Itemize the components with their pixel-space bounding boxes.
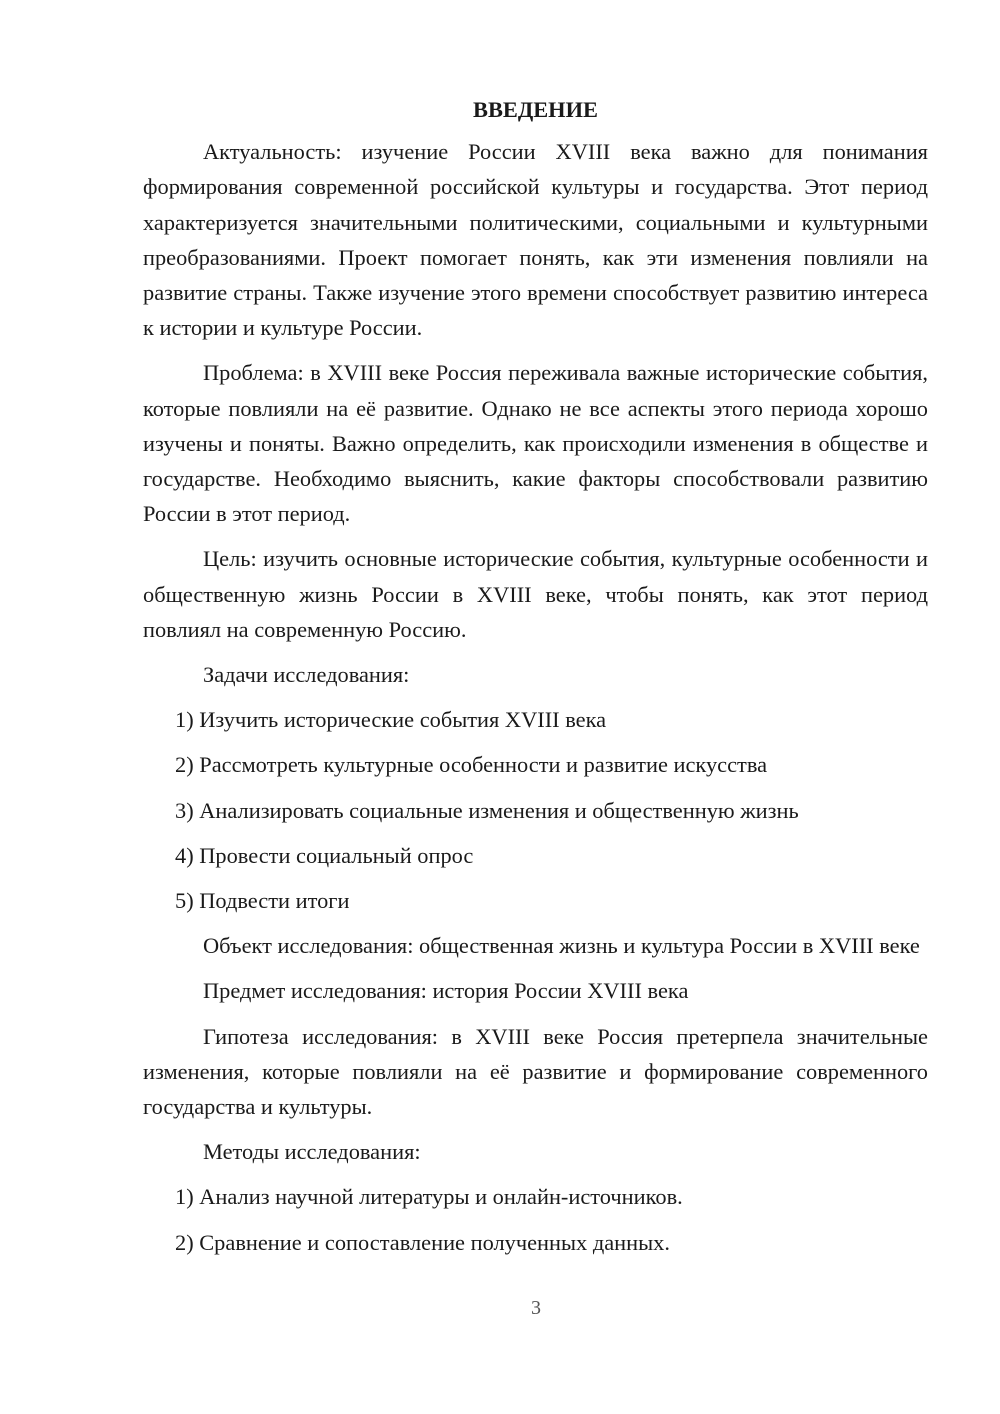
problem-paragraph: Проблема: в XVIII веке Россия переживала важные исторические события, которые повлияли на её развитие. Однако не все аспекты этого периода хорошо изучены и поняты. Важно определить, как происходили изменения в обществе и государстве. Необходимо выяснить, какие факторы способствовали развитию России в этот период. (143, 360, 928, 527)
object-paragraph: Объект исследования: общественная жизнь и культура России в XVIII веке (203, 933, 920, 959)
page-number: 3 (531, 1297, 541, 1319)
goal-paragraph: Цель: изучить основные исторические события, культурные особенности и общественную жизнь России в XVIII веке, чтобы понять, как этот период повлиял на современную Россию. (143, 546, 928, 642)
methods-list (143, 1179, 928, 1259)
tasks-list (143, 702, 928, 918)
list-item: 2) Сравнение и сопоставление полученных данных. (175, 1229, 670, 1255)
list-item: 5) Подвести итоги (175, 888, 350, 914)
relevance-paragraph: Актуальность: изучение России XVIII века важно для понимания формирования современной российской культуры и государства. Этот период характеризуется значительными политическими, социальными и культурными преобразованиями. Проект помогает понять, как эти изменения повлияли на развитие страны. Также изучение этого времени способствует развитию интереса к истории и культуре России. (143, 139, 928, 341)
hypothesis-paragraph: Гипотеза исследования: в XVIII веке Россия претерпела значительные изменения, которые повлияли на её развитие и формирование современного государства и культуры. (143, 1023, 928, 1120)
list-item: 4) Провести социальный опрос (175, 842, 474, 868)
list-item: 3) Анализировать социальные изменения и общественную жизнь (175, 797, 799, 823)
subject-paragraph: Предмет исследования: история России XVIII века (203, 978, 689, 1004)
tasks-title: Задачи исследования: (203, 662, 410, 688)
methods-title: Методы исследования: (203, 1139, 421, 1165)
document-page (143, 92, 928, 1270)
section-heading: ВВЕДЕНИЕ (473, 97, 598, 122)
list-item: 1) Изучить исторические события XVIII века (175, 707, 607, 733)
list-item: 1) Анализ научной литературы и онлайн-источников. (175, 1184, 683, 1210)
list-item: 2) Рассмотреть культурные особенности и развитие искусства (175, 752, 768, 778)
